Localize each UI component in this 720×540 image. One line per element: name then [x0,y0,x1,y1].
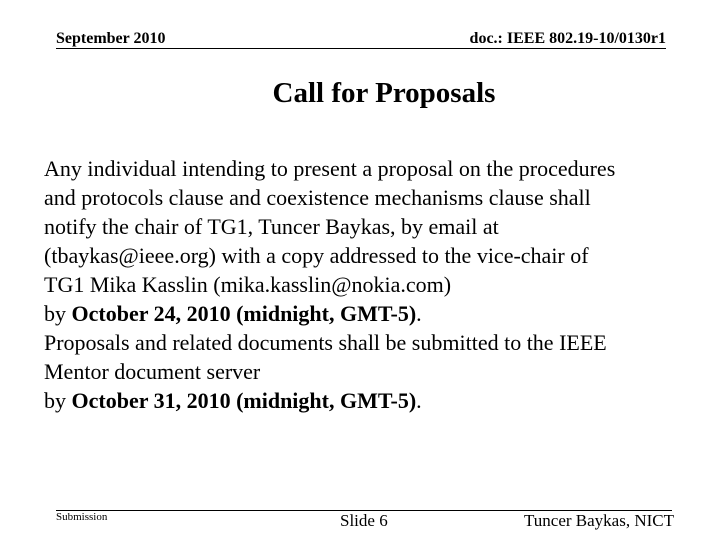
footer-submission-label: Submission [56,511,108,523]
deadline-line-notification [44,299,684,328]
footer-slide-number: Slide 6 [340,511,388,530]
deadline-prefix: by [44,301,72,326]
deadline-suffix: . [416,388,422,413]
slide-title: Call for Proposals [272,77,496,109]
deadline-prefix: by [44,388,72,413]
deadline-suffix: . [416,301,422,326]
slide-body [44,154,684,415]
body-line: TG1 Mika Kasslin (mika.kasslin@nokia.com) [44,272,452,297]
body-line: Proposals and related documents shall be submitted to the IEEE [44,330,607,355]
footer-author: Tuncer Baykas, NICT [524,511,674,530]
deadline-line-submission [44,386,684,415]
deadline-date-notification: October 24, 2010 (midnight, GMT-5) [71,301,417,326]
body-line: (tbaykas@ieee.org) with a copy addressed to the vice-chair of [44,243,589,268]
header-date: September 2010 [56,30,166,47]
body-line: Any individual intending to present a proposal on the procedures [44,156,616,181]
header-divider [56,48,666,49]
body-line: and protocols clause and coexistence mechanisms clause shall [44,185,591,210]
body-line: notify the chair of TG1, Tuncer Baykas, by email at [44,214,499,239]
header-doc-id: doc.: IEEE 802.19-10/0130r1 [469,30,666,47]
body-line: Mentor document server [44,359,261,384]
deadline-date-submission: October 31, 2010 (midnight, GMT-5) [71,388,417,413]
